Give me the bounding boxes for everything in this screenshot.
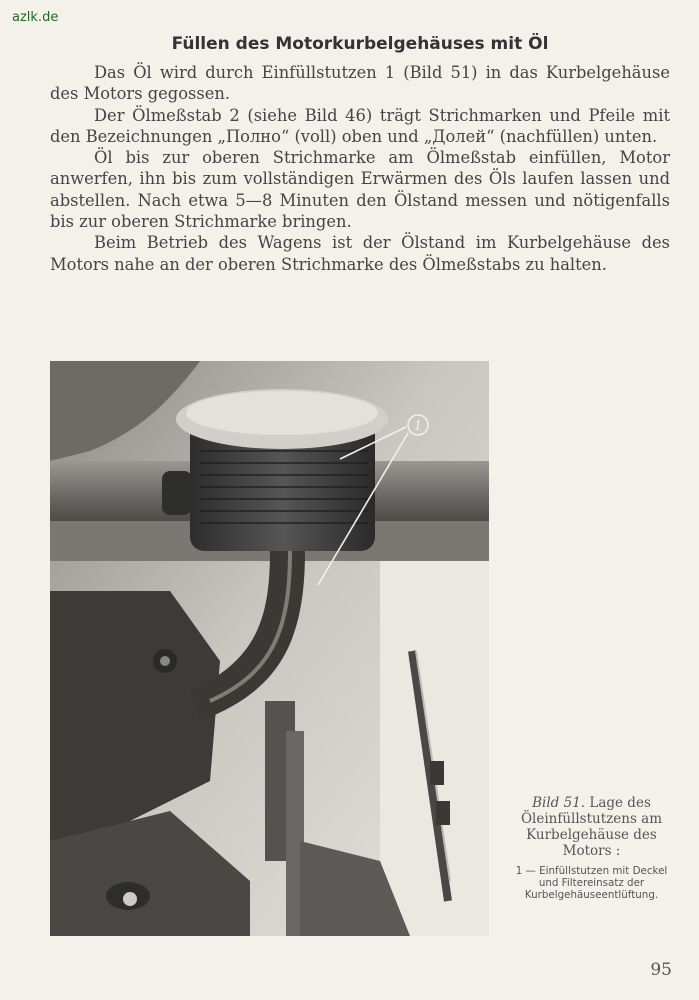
page-number: 95 — [650, 960, 672, 980]
paragraph-2: Der Ölmeßstab 2 (siehe Bild 46) trägt Strichmarken und Pfeile mit den Bezeichnungen „Полно“ (voll) oben und „Долей“ (nachfüllen) unten. — [50, 105, 670, 146]
caption-legend: 1 — Einfüllstutzen mit Deckel und Filtereinsatz der Kurbelgehäuseentlüftung. — [515, 865, 668, 902]
paragraph-4: Beim Betrieb des Wagens ist der Ölstand im Kurbelgehäuse des Motors nahe an der oberen Strichmarke des Ölmeßstabs zu halten. — [50, 233, 670, 274]
figure-caption — [510, 795, 673, 902]
figure-callout: 1 — [413, 419, 423, 434]
paragraph-1: Das Öl wird durch Einfüllstutzen 1 (Bild 51) in das Kurbelgehäuse des Motors gegossen. — [50, 63, 670, 104]
engine-photo-illustration — [50, 361, 489, 936]
engine-photo — [50, 361, 489, 936]
watermark: azlk.de — [12, 10, 59, 25]
section-heading: Füllen des Motorkurbelgehäuses mit Öl — [171, 34, 549, 54]
paragraph-3: Öl bis zur oberen Strichmarke am Ölmeßstab einfüllen, Motor anwerfen, ihn bis zum vollständigen Erwärmen des Öls laufen lassen und abstellen. Nach etwa 5—8 Minuten den Ölstand messen und nötigenfalls bis zur oberen Strichmarke bringen. — [50, 148, 670, 232]
body-text — [50, 62, 670, 275]
caption-label: Bild 51. — [532, 795, 586, 811]
caption-text: Lage des Öleinfüllstutzens am Kurbelgehäuse des Motors : — [520, 795, 663, 859]
